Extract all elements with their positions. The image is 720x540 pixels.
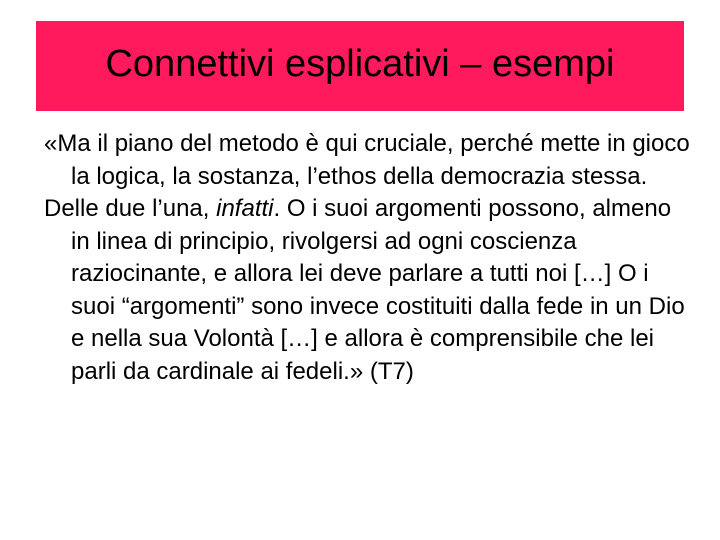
- quote-paragraph-2: [44, 193, 694, 388]
- slide-body: [44, 128, 694, 388]
- paragraph-2-start: Delle due l’una,: [44, 195, 217, 222]
- title-banner: [36, 21, 684, 111]
- italic-connective: infatti: [216, 195, 274, 222]
- slide-title: Connettivi esplicativi – esempi: [105, 43, 615, 85]
- paragraph-2-rest: . O i suoi argomenti possono, almeno in linea di principio, rivolgersi ad ogni coscienza raziocinante, e allora lei deve parlare a tutti noi […] O i suoi “argomenti” sono invece costituiti dalla fede in un Dio e nella sua Volontà […] e allora è comprensibile che lei parli da cardinale ai fedeli.» (T7): [71, 195, 685, 385]
- quote-paragraph-1: «Ma il piano del metodo è qui cruciale, perché mette in gioco la logica, la sostanza, l’ethos della democrazia stessa.: [44, 130, 690, 190]
